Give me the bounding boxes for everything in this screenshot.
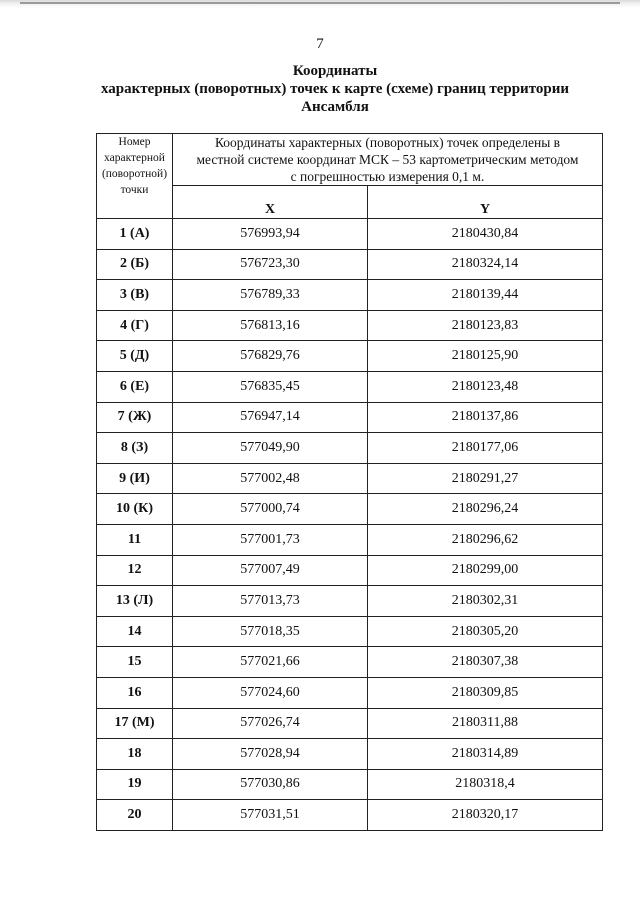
header-desc-line: местной системе координат МСК – 53 картометрическим методом — [196, 152, 579, 167]
x-coordinate-cell: 577024,60 — [173, 677, 368, 708]
document-title — [70, 62, 600, 116]
title-line-3: Ансамбля — [301, 99, 369, 115]
table-row — [97, 280, 603, 311]
table-row — [97, 249, 603, 280]
y-coordinate-cell: 2180309,85 — [368, 677, 603, 708]
x-coordinate-cell: 577030,86 — [173, 769, 368, 800]
point-number-cell: 17 (М) — [97, 708, 173, 739]
x-coordinate-cell: 577007,49 — [173, 555, 368, 586]
y-coordinate-cell: 2180305,20 — [368, 616, 603, 647]
y-coordinate-cell: 2180320,17 — [368, 800, 603, 831]
point-number-cell: 10 (К) — [97, 494, 173, 525]
point-number-cell: 5 (Д) — [97, 341, 173, 372]
table-row — [97, 310, 603, 341]
table-row — [97, 739, 603, 770]
title-line-2: характерных (поворотных) точек к карте (схеме) границ территории — [101, 81, 569, 97]
table-row — [97, 769, 603, 800]
point-number-cell: 7 (Ж) — [97, 402, 173, 433]
point-number-cell: 3 (В) — [97, 280, 173, 311]
table-row — [97, 586, 603, 617]
y-coordinate-cell: 2180430,84 — [368, 219, 603, 250]
x-coordinate-cell: 577002,48 — [173, 463, 368, 494]
header-point-line: характерной — [104, 152, 165, 164]
y-coordinate-cell: 2180139,44 — [368, 280, 603, 311]
table-row — [97, 219, 603, 250]
y-coordinate-cell: 2180291,27 — [368, 463, 603, 494]
x-coordinate-cell: 577031,51 — [173, 800, 368, 831]
header-point-line: точки — [120, 184, 149, 196]
point-number-cell: 8 (З) — [97, 433, 173, 464]
y-coordinate-cell: 2180314,89 — [368, 739, 603, 770]
coordinates-table — [96, 133, 603, 831]
x-coordinate-cell: 576723,30 — [173, 249, 368, 280]
x-coordinate-cell: 577021,66 — [173, 647, 368, 678]
x-coordinate-cell: 577000,74 — [173, 494, 368, 525]
y-coordinate-cell: 2180318,4 — [368, 769, 603, 800]
table-row — [97, 341, 603, 372]
x-coordinate-cell: 577028,94 — [173, 739, 368, 770]
table-row — [97, 677, 603, 708]
point-number-cell: 6 (Е) — [97, 371, 173, 402]
point-number-cell: 20 — [97, 800, 173, 831]
point-number-cell: 16 — [97, 677, 173, 708]
point-number-cell: 14 — [97, 616, 173, 647]
point-number-cell: 1 (А) — [97, 219, 173, 250]
header-desc-line: с погрешностью измерения 0,1 м. — [290, 169, 485, 184]
header-y: Y — [368, 186, 603, 219]
y-coordinate-cell: 2180125,90 — [368, 341, 603, 372]
table-row — [97, 555, 603, 586]
point-number-cell: 19 — [97, 769, 173, 800]
x-coordinate-cell: 577049,90 — [173, 433, 368, 464]
page-number: 7 — [316, 36, 324, 52]
x-coordinate-cell: 576789,33 — [173, 280, 368, 311]
x-coordinate-cell: 576813,16 — [173, 310, 368, 341]
y-coordinate-cell: 2180137,86 — [368, 402, 603, 433]
point-number-cell: 18 — [97, 739, 173, 770]
x-coordinate-cell: 577026,74 — [173, 708, 368, 739]
table-row — [97, 800, 603, 831]
point-number-cell: 4 (Г) — [97, 310, 173, 341]
table-row — [97, 494, 603, 525]
point-number-cell: 11 — [97, 524, 173, 555]
header-desc-line: Координаты характерных (поворотных) точек определены в — [214, 135, 561, 150]
x-coordinate-cell: 576993,94 — [173, 219, 368, 250]
y-coordinate-cell: 2180177,06 — [368, 433, 603, 464]
header-point-line: (поворотной) — [101, 168, 168, 180]
y-coordinate-cell: 2180324,14 — [368, 249, 603, 280]
x-coordinate-cell: 576947,14 — [173, 402, 368, 433]
title-line-1: Координаты — [292, 63, 378, 79]
header-coordinates-description — [173, 134, 603, 186]
header-point-number — [97, 134, 173, 219]
y-coordinate-cell: 2180299,00 — [368, 555, 603, 586]
x-coordinate-cell: 577013,73 — [173, 586, 368, 617]
point-number-cell: 2 (Б) — [97, 249, 173, 280]
table-row — [97, 616, 603, 647]
x-coordinate-cell: 577001,73 — [173, 524, 368, 555]
table-row — [97, 647, 603, 678]
table-row — [97, 371, 603, 402]
header-x: X — [173, 186, 368, 219]
y-coordinate-cell: 2180311,88 — [368, 708, 603, 739]
table-row — [97, 524, 603, 555]
y-coordinate-cell: 2180296,62 — [368, 524, 603, 555]
table-row — [97, 708, 603, 739]
y-coordinate-cell: 2180123,83 — [368, 310, 603, 341]
scan-artifact-line — [20, 2, 620, 4]
y-coordinate-cell: 2180302,31 — [368, 586, 603, 617]
point-number-cell: 15 — [97, 647, 173, 678]
point-number-cell: 13 (Л) — [97, 586, 173, 617]
table-row — [97, 463, 603, 494]
table-row — [97, 433, 603, 464]
x-coordinate-cell: 576835,45 — [173, 371, 368, 402]
y-coordinate-cell: 2180123,48 — [368, 371, 603, 402]
point-number-cell: 9 (И) — [97, 463, 173, 494]
table-body — [97, 219, 603, 831]
table-row — [97, 402, 603, 433]
y-coordinate-cell: 2180307,38 — [368, 647, 603, 678]
header-point-line: Номер — [118, 136, 151, 148]
y-coordinate-cell: 2180296,24 — [368, 494, 603, 525]
x-coordinate-cell: 577018,35 — [173, 616, 368, 647]
point-number-cell: 12 — [97, 555, 173, 586]
x-coordinate-cell: 576829,76 — [173, 341, 368, 372]
